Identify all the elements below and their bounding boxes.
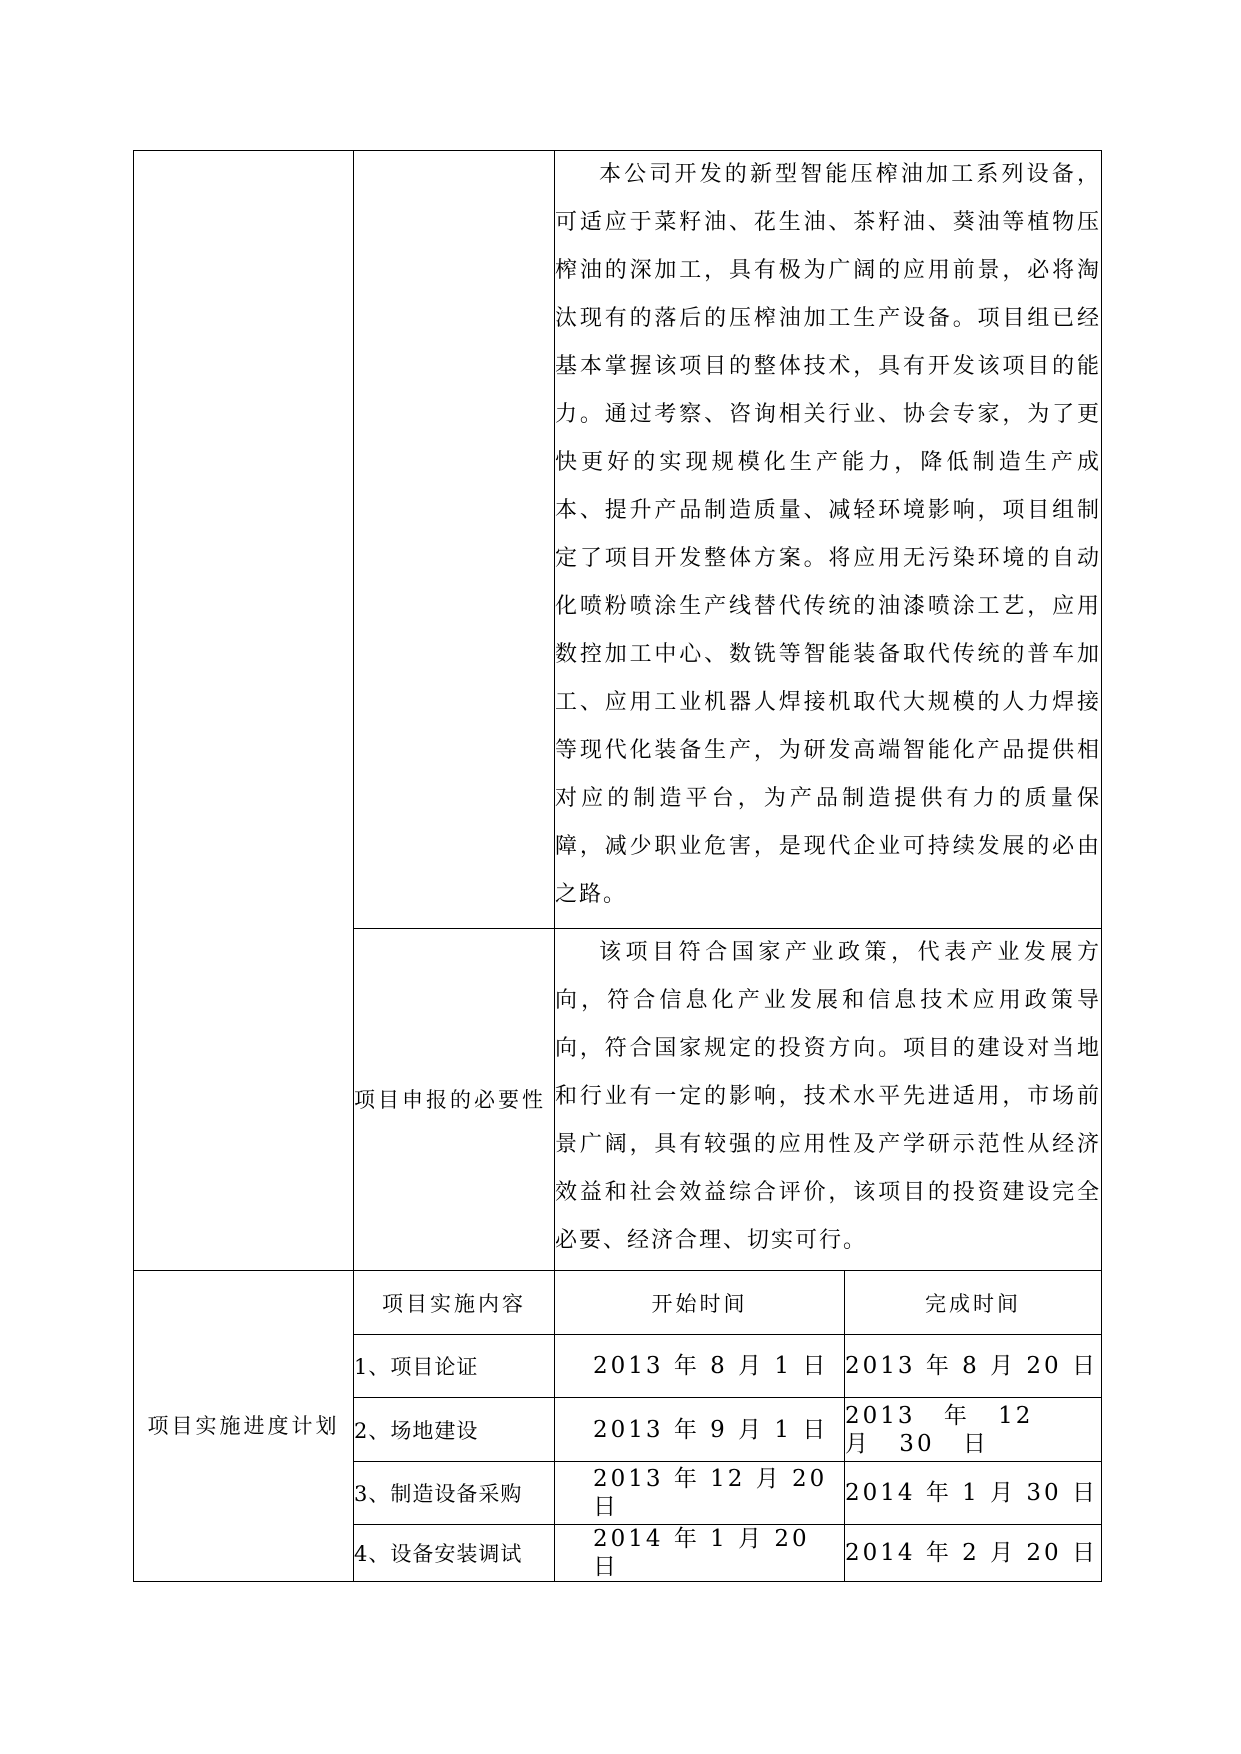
end-date: 2013 年 8 月 20 日 [845, 1335, 1102, 1398]
header-content: 项目实施内容 [354, 1271, 555, 1335]
task-name: 1、项目论证 [354, 1335, 555, 1398]
empty-subsection-label-cell [354, 151, 555, 929]
necessity-paragraph: 该项目符合国家产业政策，代表产业发展方向，符合信息化产业发展和信息技术应用政策导向，符合国家规定的投资方向。项目的建设对当地和行业有一定的影响，技术水平先进适用，市场前景广阔，具有较强的应用性及产学研示范性从经济效益和社会效益综合评价，该项目的投资建设完全必要、经济合理、切实可行。 [555, 940, 1101, 1253]
necessity-text-cell [555, 929, 1102, 1271]
task-name: 3、制造设备采购 [354, 1462, 555, 1525]
task-name: 4、设备安装调试 [354, 1525, 555, 1582]
header-start-time: 开始时间 [555, 1271, 845, 1335]
background-row [134, 151, 1102, 929]
end-date: 2014 年 2 月 20 日 [845, 1525, 1102, 1582]
start-date: 2013 年 12 月 20 日 [555, 1462, 845, 1525]
background-text-cell [555, 151, 1102, 929]
project-background-paragraph: 本公司开发的新型智能压榨油加工系列设备，可适应于菜籽油、花生油、茶籽油、葵油等植物压榨油的深加工，具有极为广阔的应用前景，必将淘汰现有的落后的压榨油加工生产设备。项目组已经基本掌握该项目的整体技术，具有开发该项目的能力。通过考察、咨询相关行业、协会专家，为了更快更好的实现规模化生产能力，降低制造生产成本、提升产品制造质量、减轻环境影响，项目组制定了项目开发整体方案。将应用无污染环境的自动化喷粉喷涂生产线替代传统的油漆喷涂工艺，应用数控加工中心、数铣等智能装备取代传统的普车加工、应用工业机器人焊接机取代大规模的人力焊接等现代化装备生产，为研发高端智能化产品提供相对应的制造平台，为产品制造提供有力的质量保障，减少职业危害，是现代企业可持续发展的必由之路。 [555, 162, 1101, 907]
start-date: 2013 年 8 月 1 日 [555, 1335, 845, 1398]
empty-section-label-cell [134, 151, 354, 1271]
end-date: 2013 年 12 月 30 日 [845, 1398, 1102, 1462]
task-name: 2、场地建设 [354, 1398, 555, 1462]
start-date: 2013 年 9 月 1 日 [555, 1398, 845, 1462]
application-form-table [133, 150, 1102, 1582]
end-date: 2014 年 1 月 30 日 [845, 1462, 1102, 1525]
necessity-label: 项目申报的必要性 [354, 929, 555, 1271]
schedule-header-row [134, 1271, 1102, 1335]
schedule-label: 项目实施进度计划 [134, 1271, 354, 1582]
start-date: 2014 年 1 月 20 日 [555, 1525, 845, 1582]
header-end-time: 完成时间 [845, 1271, 1102, 1335]
